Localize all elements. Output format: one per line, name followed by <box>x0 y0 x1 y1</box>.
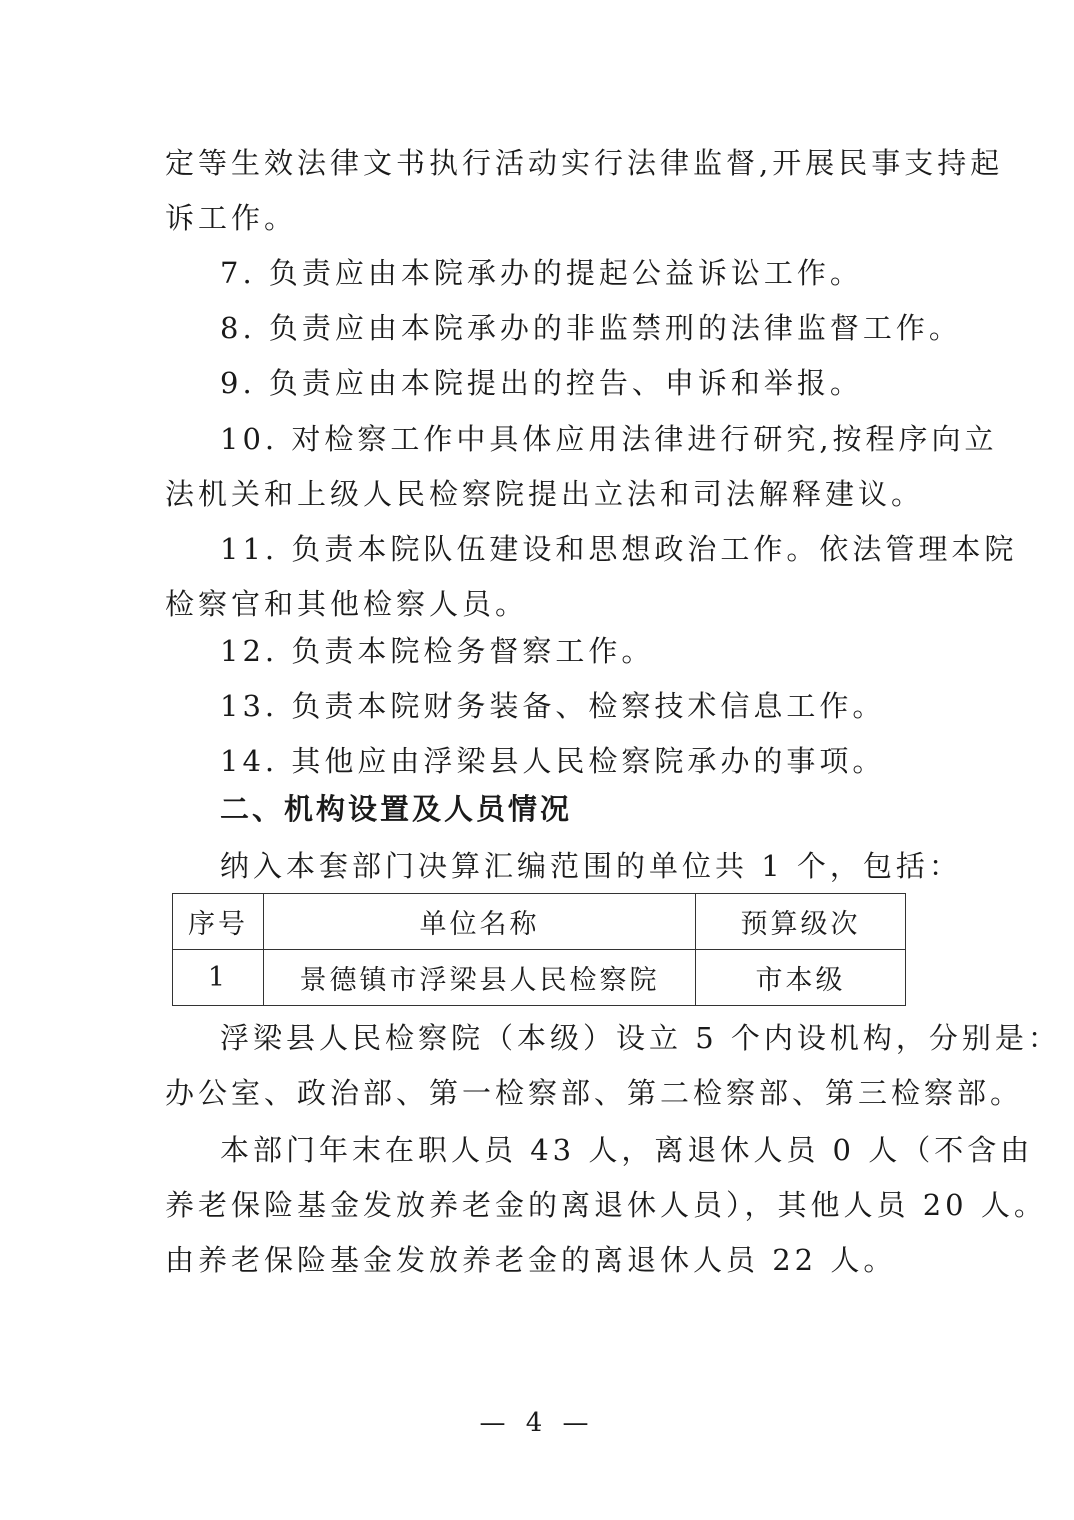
table-header-cell: 预算级次 <box>696 894 906 950</box>
paragraph-item-9: 9. 负责应由本院提出的控告、申诉和举报。 <box>220 366 863 400</box>
section-heading: 二、机构设置及人员情况 <box>220 792 573 826</box>
paragraph-item-7: 7. 负责应由本院承办的提起公益诉讼工作。 <box>220 256 863 290</box>
paragraph-item-8: 8. 负责应由本院承办的非监禁刑的法律监督工作。 <box>220 311 962 345</box>
table-cell: 市本级 <box>696 950 906 1006</box>
paragraph-item-12: 12. 负责本院检务督察工作。 <box>220 634 655 668</box>
paragraph-line: 法机关和上级人民检察院提出立法和司法解释建议。 <box>165 477 925 511</box>
paragraph-item-14: 14. 其他应由浮梁县人民检察院承办的事项。 <box>220 744 886 778</box>
table-row <box>173 950 906 1006</box>
paragraph-line: 定等生效法律文书执行活动实行法律监督,开展民事支持起 <box>165 146 1004 180</box>
paragraph-item-11: 11. 负责本院队伍建设和思想政治工作。依法管理本院 <box>220 532 1018 566</box>
paragraph-line: 检察官和其他检察人员。 <box>165 587 529 621</box>
units-table <box>172 893 906 1006</box>
staff-paragraph-line: 由养老保险基金发放养老金的离退休人员 22 人。 <box>165 1243 897 1277</box>
table-header-cell: 单位名称 <box>264 894 696 950</box>
table-header-cell: 序号 <box>173 894 264 950</box>
staff-paragraph-line: 本部门年末在职人员 43 人，离退休人员 0 人（不含由 <box>220 1133 1034 1167</box>
table-cell: 景德镇市浮梁县人民检察院 <box>264 950 696 1006</box>
staff-paragraph-line: 养老保险基金发放养老金的离退休人员），其他人员 20 人。 <box>165 1188 1047 1222</box>
table-cell: 1 <box>173 950 264 1006</box>
org-paragraph-line: 浮梁县人民检察院（本级）设立 5 个内设机构，分别是： <box>220 1021 1061 1055</box>
page-number: — 4 — <box>479 1408 595 1438</box>
section-intro: 纳入本套部门决算汇编范围的单位共 1 个，包括： <box>220 849 962 883</box>
paragraph-item-13: 13. 负责本院财务装备、检察技术信息工作。 <box>220 689 886 723</box>
paragraph-item-10: 10. 对检察工作中具体应用法律进行研究,按程序向立 <box>220 422 998 456</box>
table-header-row <box>173 894 906 950</box>
org-paragraph-line: 办公室、政治部、第一检察部、第二检察部、第三检察部。 <box>165 1076 1024 1110</box>
paragraph-line: 诉工作。 <box>165 201 298 235</box>
